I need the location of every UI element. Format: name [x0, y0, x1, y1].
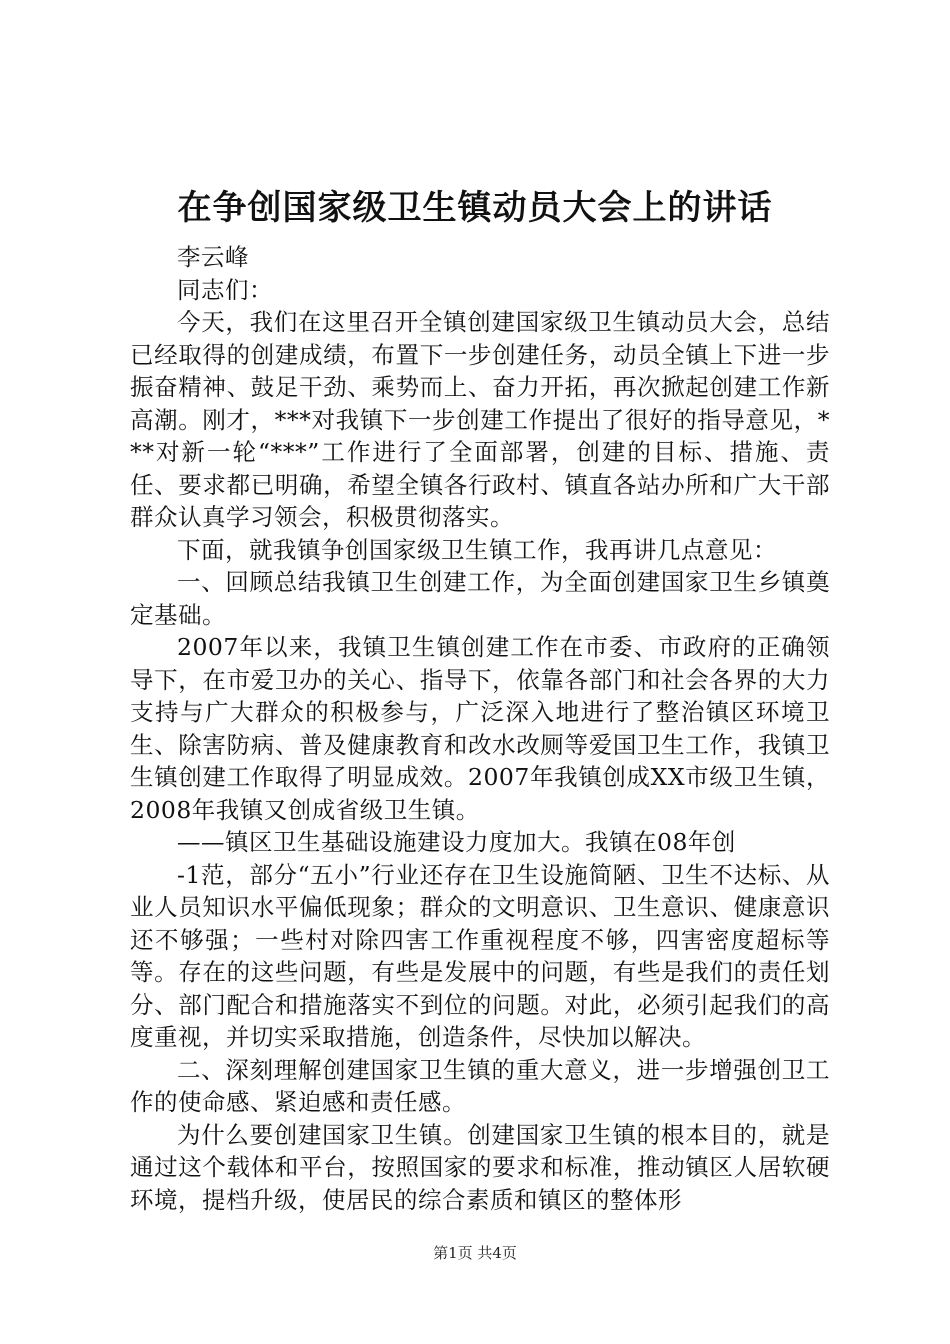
- paragraph-intro-points: 下面，就我镇争创国家级卫生镇工作，我再讲几点意见：: [177, 535, 777, 564]
- document-body: [130, 241, 830, 1216]
- paragraph-infrastructure: ——镇区卫生基础设施建设力度加大。我镇在08年创: [177, 828, 736, 856]
- salutation: 同志们：: [177, 275, 273, 304]
- section-heading-1: 一、回顾总结我镇卫生创建工作，为全面创建国家卫生乡镇奠定基础。: [130, 568, 830, 629]
- page-footer: 第1页 共4页: [433, 1244, 517, 1262]
- author-line: 李云峰: [177, 243, 249, 271]
- paragraph-achievements: 2007年以来，我镇卫生镇创建工作在市委、市政府的正确领导下，在市爱卫办的关心、指导下，依靠各部门和社会各界的大力支持与广大群众的积极参与，广泛深入地进行了整治镇区环境卫生、除害防病、普及健康教育和改水改厕等爱国卫生工作，我镇卫生镇创建工作取得了明显成效。2007年我镇创成XX市级卫生镇，2008年我镇又创成省级卫生镇。: [130, 633, 830, 824]
- section-heading-2: 二、深刻理解创建国家卫生镇的重大意义，进一步增强创卫工作的使命感、紧迫感和责任感。: [130, 1055, 830, 1116]
- paragraph-problems: -1范，部分“五小”行业还存在卫生设施简陋、卫生不达标、从业人员知识水平偏低现象；群众的文明意识、卫生意识、健康意识还不够强；一些村对除四害工作重视程度不够，四害密度超标等等。存在的这些问题，有些是发展中的问题，有些是我们的责任划分、部门配合和措施落实不到位的问题。对此，必须引起我们的高度重视，并切实采取措施，创造条件，尽快加以解决。: [130, 860, 830, 1051]
- paragraph-why: 为什么要创建国家卫生镇。创建国家卫生镇的根本目的，就是通过这个载体和平台，按照国家的要求和标准，推动镇区人居软硬环境，提档升级，使居民的综合素质和镇区的整体形: [130, 1120, 830, 1214]
- document-title: 在争创国家级卫生镇动员大会上的讲话: [177, 188, 773, 228]
- paragraph-opening: 今天，我们在这里召开全镇创建国家级卫生镇动员大会，总结已经取得的创建成绩，布置下一步创建任务，动员全镇上下进一步振奋精神、鼓足干劲、乘势而上、奋力开拓，再次掀起创建工作新高潮。刚才，***对我镇下一步创建工作提出了很好的指导意见，***对新一轮“***”工作进行了全面部署，创建的目标、措施、责任、要求都已明确，希望全镇各行政村、镇直各站办所和广大干部群众认真学习领会，积极贯彻落实。: [130, 308, 830, 531]
